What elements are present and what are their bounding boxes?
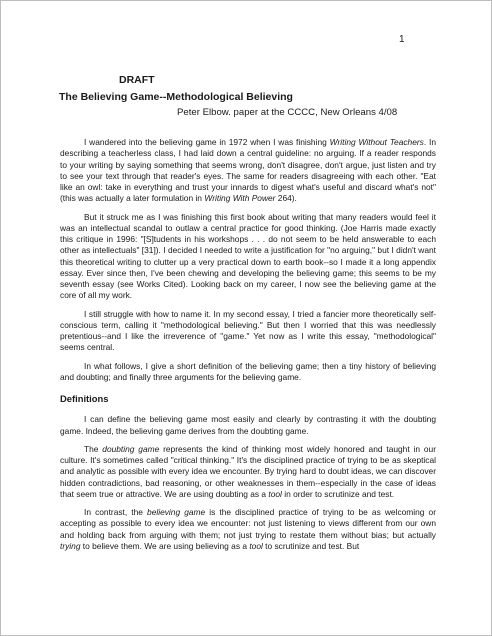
italic-text: doubting game xyxy=(102,443,160,454)
paragraph-text: to scrutinize and test. But xyxy=(262,540,360,551)
author-byline: Peter Elbow. paper at the CCCC, New Orleans 4/08 xyxy=(177,107,398,118)
page-number: 1 xyxy=(399,34,405,45)
italic-text: Writing Without Teachers xyxy=(329,137,424,147)
body-paragraph xyxy=(60,212,436,302)
paragraph-text: is the disciplined practice of trying to be as welcoming or accepting as possible to every idea we encounter: not just listening to views different from our own and holding back from arguing with them; not just trying to restate them without bias; but actually xyxy=(60,507,436,540)
paragraph-text: to believe them. We are using believing as a xyxy=(80,540,250,551)
definitions-section xyxy=(60,414,436,552)
paragraph-text: I can define the believing game most easily and clearly by contrasting it with the doubting game. Indeed, the believing game derives from the doubting game. xyxy=(60,414,436,436)
italic-text: believing game xyxy=(147,507,206,517)
draft-label: DRAFT xyxy=(119,74,155,86)
paragraph-text: represents the kind of thinking most widely honored and taught in our culture. It's sometimes called "critical thinking." It's the disciplined practice of trying to be as skeptical and analytic as possible with every idea we encounter. By trying hard to doubt ideas, we can discover hidden contradictions, bad reasoning, or other weaknesses in them--especially in the case of ideas that seem true or attractive. We are using doubting as a xyxy=(60,443,436,499)
section-heading-definitions: Definitions xyxy=(60,393,109,404)
italic-text: trying xyxy=(60,540,81,551)
paragraph-text: . In describing a teacherless class, I had laid down a central guideline: no arguing. If a reader responds to your writing by saying something that seems wrong, don't disagree, don't argue, just listen and try to see your text through that reader's eyes. The same for readers disagreeing with each other. "Eat like an owl: take in everything and trust your innards to digest what's useful and discard what's not" (this was actually a later formulation in xyxy=(60,137,437,204)
paragraph-text: 264). xyxy=(275,193,297,204)
paragraph-text: But it struck me as I was finishing this first book about writing that many readers would feel it was an intellectual scandal to outlaw a central practice for good thinking. (Joe Harris made exactly this critique in 1996: "[S]tudents in his workshops . . . do not seem to be held answerable to each other as intellectuals" [31]). I decided I needed to write a justification for "no arguing," but I didn't want this theoretical writing to clutter up a very practical down to earth book--so I made it a long appendix essay. Ever since then, I've been chewing and developing the believing game; this seems to be my seventh essay (see Works Cited). Looking back on my career, I now see the believing game at the core of all my work. xyxy=(60,211,436,301)
italic-text: tool xyxy=(249,540,263,551)
body-paragraph xyxy=(60,444,436,500)
body-paragraph xyxy=(60,507,436,552)
paragraph-text: In contrast, the xyxy=(84,507,148,517)
paragraph-text: I still struggle with how to name it. In my second essay, I tried a fancier more theoretically self-conscious term, calling it "methodological believing." But then I worried that this was needlessly pretentious--and I like the irreverence of "game." Yet now as I write this essay, "methodological" seems central. xyxy=(60,308,436,353)
body-paragraph xyxy=(60,361,436,384)
body-paragraph xyxy=(60,137,436,205)
paragraph-text: in order to scrutinize and test. xyxy=(281,488,395,499)
document-body xyxy=(60,137,436,559)
document-title: The Believing Game--Methodological Believing xyxy=(59,91,293,103)
paragraph-text: I wandered into the believing game in 1972 when I was finishing xyxy=(84,137,330,147)
italic-text: tool xyxy=(268,488,282,499)
body-paragraph xyxy=(60,414,436,437)
intro-section xyxy=(60,137,436,383)
paragraph-text: The xyxy=(84,443,103,454)
italic-text: Writing With Power xyxy=(204,193,276,204)
paragraph-text: In what follows, I give a short definition of the believing game; then a tiny history of believing and doubting; and finally three arguments for the believing game. xyxy=(60,360,436,382)
body-paragraph xyxy=(60,309,436,354)
